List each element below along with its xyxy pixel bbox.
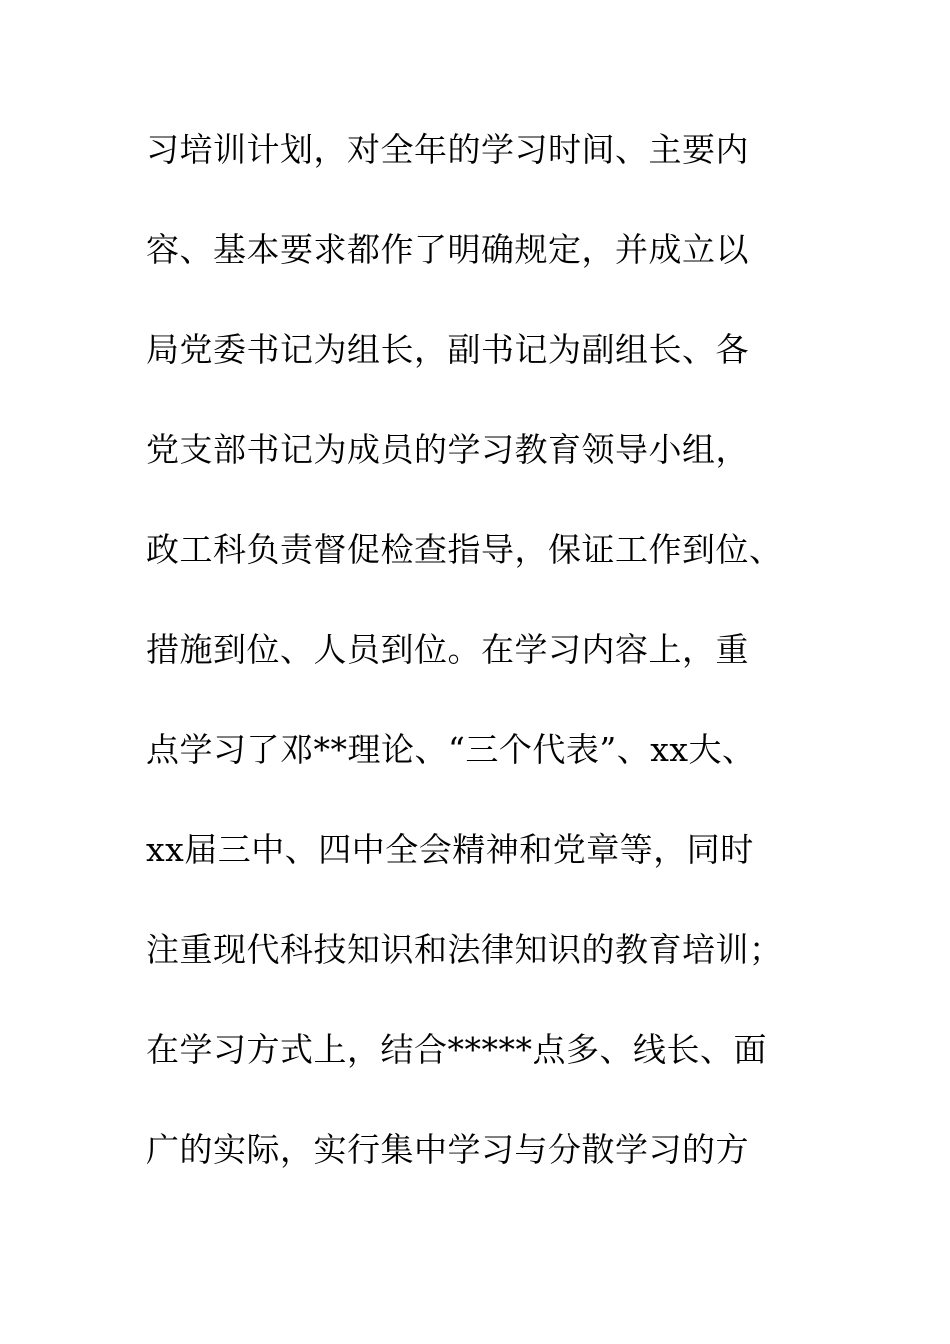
paragraph-line: 党支部书记为成员的学习教育领导小组， bbox=[146, 430, 749, 469]
paragraph-line: 点学习了邓**理论、“三个代表”、xx大、 bbox=[146, 730, 756, 769]
paragraph-line: 容、基本要求都作了明确规定，并成立以 bbox=[146, 230, 749, 269]
paragraph-line: 局党委书记为组长，副书记为副组长、各 bbox=[146, 330, 749, 369]
paragraph-line: 习培训计划，对全年的学习时间、主要内 bbox=[146, 130, 749, 169]
paragraph-line: 政工科负责督促检查指导，保证工作到位、 bbox=[146, 530, 783, 569]
paragraph-line: 措施到位、人员到位。在学习内容上，重 bbox=[146, 630, 749, 669]
paragraph-line: 注重现代科技知识和法律知识的教育培训； bbox=[146, 930, 783, 969]
paragraph-line: xx届三中、四中全会精神和党章等，同时 bbox=[146, 830, 754, 869]
paragraph-line: 在学习方式上，结合*****点多、线长、面 bbox=[146, 1030, 767, 1069]
paragraph-line: 广的实际，实行集中学习与分散学习的方 bbox=[146, 1130, 749, 1169]
